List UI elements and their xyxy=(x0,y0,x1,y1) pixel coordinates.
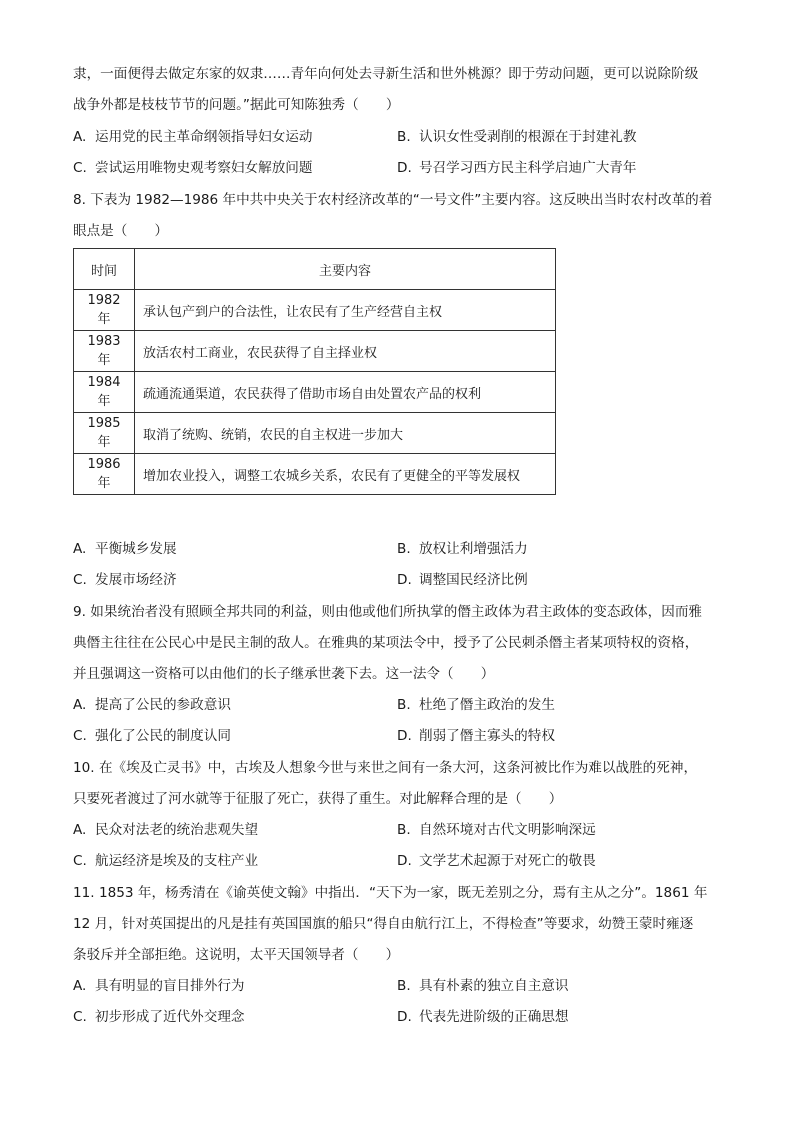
q9-option-d[interactable] xyxy=(397,726,555,746)
q10-stem-line-1: 10. 在《埃及亡灵书》中，古埃及人想象今世与来世之间有一条大河，这条河被比作为难以战胜的死神， xyxy=(73,760,698,776)
option-text: 初步形成了近代外交理念 xyxy=(95,1009,245,1025)
q11-option-c[interactable] xyxy=(73,1007,245,1027)
table-cell-content: 取消了统购、统销，农民的自主权进一步加大 xyxy=(135,413,556,454)
q7-option-b[interactable] xyxy=(397,127,637,147)
option-text: 放权让利增强活力 xyxy=(419,541,528,557)
option-letter: D. xyxy=(397,160,412,176)
table-row xyxy=(74,372,556,413)
q11-option-a[interactable] xyxy=(73,976,245,996)
q8-stem-line-2: 眼点是（ ） xyxy=(73,223,169,239)
option-text: 尝试运用唯物史观考察妇女解放问题 xyxy=(95,160,313,176)
option-text: 号召学习西方民主科学启迪广大青年 xyxy=(419,160,637,176)
option-letter: B. xyxy=(397,129,411,145)
table-cell-year: 1986 年 xyxy=(74,454,135,495)
option-text: 发展市场经济 xyxy=(95,572,177,588)
q11-stem-line-2: 12 月，针对英国提出的凡是挂有英国国旗的船只“得自由航行江上，不得检查”等要求，幼赞王蒙时雍逐 xyxy=(73,916,694,932)
option-letter: C. xyxy=(73,1009,87,1025)
q11-option-d[interactable] xyxy=(397,1007,569,1027)
option-text: 杜绝了僭主政治的发生 xyxy=(419,697,555,713)
table-header-row xyxy=(74,249,556,290)
option-text: 民众对法老的统治悲观失望 xyxy=(95,822,259,838)
option-text: 航运经济是埃及的支柱产业 xyxy=(95,853,259,869)
q8-option-a[interactable] xyxy=(73,539,177,559)
q8-option-c[interactable] xyxy=(73,570,177,590)
table-row xyxy=(74,454,556,495)
option-letter: D. xyxy=(397,572,412,588)
table-cell-content: 疏通流通渠道，农民获得了借助市场自由处置农产品的权利 xyxy=(135,372,556,413)
option-letter: C. xyxy=(73,572,87,588)
option-letter: D. xyxy=(397,853,412,869)
option-text: 运用党的民主革命纲领指导妇女运动 xyxy=(95,129,313,145)
option-letter: B. xyxy=(397,822,411,838)
q11-option-b[interactable] xyxy=(397,976,569,996)
q10-option-d[interactable] xyxy=(397,851,596,871)
q11-stem-line-3: 条驳斥并全部拒绝。这说明，太平天国领导者（ ） xyxy=(73,947,400,963)
option-text: 平衡城乡发展 xyxy=(95,541,177,557)
table-cell-year: 1985 年 xyxy=(74,413,135,454)
table-header-cell: 主要内容 xyxy=(135,249,556,290)
option-letter: B. xyxy=(397,978,411,994)
option-letter: A. xyxy=(73,129,87,145)
table-cell-content: 放活农村工商业，农民获得了自主择业权 xyxy=(135,331,556,372)
option-letter: A. xyxy=(73,541,87,557)
option-text: 文学艺术起源于对死亡的敬畏 xyxy=(419,853,596,869)
option-text: 具有明显的盲目排外行为 xyxy=(95,978,245,994)
table-cell-year: 1984 年 xyxy=(74,372,135,413)
option-text: 提高了公民的参政意识 xyxy=(95,697,231,713)
option-letter: A. xyxy=(73,822,87,838)
q8-stem-line-1: 8. 下表为 1982—1986 年中共中央关于农村经济改革的“一号文件”主要内容。这反映出当时农村改革的着 xyxy=(73,192,713,208)
rural-reform-table xyxy=(73,248,556,495)
option-letter: B. xyxy=(397,697,411,713)
option-letter: B. xyxy=(397,541,411,557)
option-text: 调整国民经济比例 xyxy=(419,572,528,588)
table-row xyxy=(74,331,556,372)
option-letter: D. xyxy=(397,728,412,744)
option-text: 自然环境对古代文明影响深远 xyxy=(419,822,596,838)
option-letter: A. xyxy=(73,697,87,713)
option-letter: C. xyxy=(73,728,87,744)
table-row xyxy=(74,290,556,331)
option-text: 削弱了僭主寡头的特权 xyxy=(419,728,555,744)
table-row xyxy=(74,413,556,454)
q9-stem-line-2: 典僭主往往在公民心中是民主制的敌人。在雅典的某项法令中，授予了公民刺杀僭主者某项特权的资格， xyxy=(73,635,699,651)
q10-option-a[interactable] xyxy=(73,820,258,840)
q11-stem-line-1: 11. 1853 年，杨秀清在《谕英使文翰》中指出．“天下为一家，既无差别之分，焉有主从之分”。1861 年 xyxy=(73,885,708,901)
option-letter: D. xyxy=(397,1009,412,1025)
option-letter: C. xyxy=(73,160,87,176)
q7-stem-line-1: 隶，一面便得去做定东家的奴隶……青年向何处去寻新生活和世外桃源？即于劳动问题，更可以说除阶级 xyxy=(73,66,699,82)
q7-option-a[interactable] xyxy=(73,127,313,147)
q10-stem-line-2: 只要死者渡过了河水就等于征服了死亡，获得了重生。对此解释合理的是（ ） xyxy=(73,791,563,807)
q9-option-a[interactable] xyxy=(73,695,231,715)
q7-option-c[interactable] xyxy=(73,158,313,178)
option-letter: C. xyxy=(73,853,87,869)
q10-option-b[interactable] xyxy=(397,820,596,840)
q9-stem-line-1: 9. 如果统治者没有照顾全邦共同的利益，则由他或他们所执掌的僭主政体为君主政体的变态政体，因而雅 xyxy=(73,604,703,620)
option-text: 具有朴素的独立自主意识 xyxy=(419,978,569,994)
q7-option-d[interactable] xyxy=(397,158,637,178)
option-text: 代表先进阶级的正确思想 xyxy=(419,1009,569,1025)
option-text: 强化了公民的制度认同 xyxy=(95,728,231,744)
q8-option-d[interactable] xyxy=(397,570,528,590)
table-cell-content: 承认包产到户的合法性，让农民有了生产经营自主权 xyxy=(135,290,556,331)
option-letter: A. xyxy=(73,978,87,994)
table-cell-year: 1982 年 xyxy=(74,290,135,331)
table-cell-year: 1983 年 xyxy=(74,331,135,372)
q9-option-c[interactable] xyxy=(73,726,231,746)
table-header-cell: 时间 xyxy=(74,249,135,290)
option-text: 认识女性受剥削的根源在于封建礼教 xyxy=(419,129,637,145)
q7-stem-line-2: 战争外都是枝枝节节的问题。”据此可知陈独秀（ ） xyxy=(73,97,400,113)
q9-stem-line-3: 并且强调这一资格可以由他们的长子继承世袭下去。这一法令（ ） xyxy=(73,666,495,682)
table-cell-content: 增加农业投入，调整工农城乡关系，农民有了更健全的平等发展权 xyxy=(135,454,556,495)
q10-option-c[interactable] xyxy=(73,851,258,871)
q8-option-b[interactable] xyxy=(397,539,528,559)
q9-option-b[interactable] xyxy=(397,695,555,715)
